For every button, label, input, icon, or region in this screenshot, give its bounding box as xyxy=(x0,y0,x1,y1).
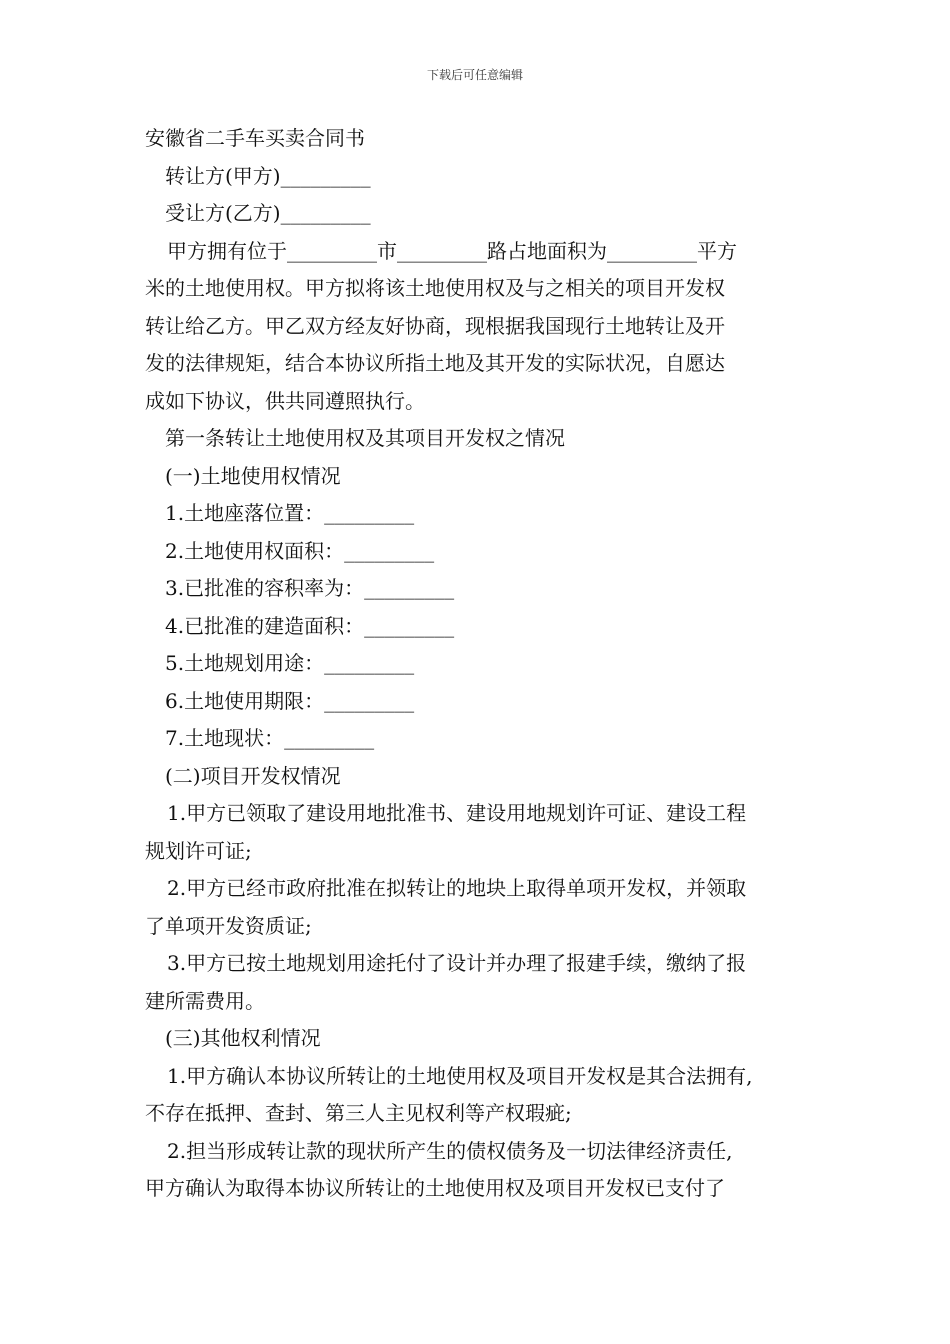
paragraph-line: 不存在抵押、查封、第三人主见权利等产权瑕疵; xyxy=(145,1101,572,1125)
section-2-item-1 xyxy=(145,795,810,870)
list-item: 1.土地座落位置：_________ xyxy=(165,501,415,525)
page-header: 下载后可任意编辑 xyxy=(426,68,523,82)
paragraph-line: 建所需费用。 xyxy=(145,988,265,1013)
document-body xyxy=(145,120,810,1208)
paragraph-line: 甲方确认为取得本协议所转让的土地使用权及项目开发权已支付了 xyxy=(145,1176,725,1200)
list-item: 5.土地规划用途：_________ xyxy=(165,651,415,675)
section-3-title: (三)其他权利情况 xyxy=(165,1026,321,1050)
section-2-item-2 xyxy=(145,870,810,945)
intro-line: 甲方拥有位于_________市_________路占地面积为_________平方 xyxy=(167,238,737,263)
paragraph-line: 1.甲方确认本协议所转让的土地使用权及项目开发权是其合法拥有, xyxy=(167,1063,753,1088)
section-3-item-2 xyxy=(145,1133,810,1208)
section-3-item-1 xyxy=(145,1058,810,1133)
party-b-line: 受让方(乙方)_________ xyxy=(165,201,371,225)
intro-paragraph xyxy=(145,233,810,421)
list-item: 2.土地使用权面积：_________ xyxy=(165,538,435,563)
intro-line: 米的土地使用权。甲方拟将该土地使用权及与之相关的项目开发权 xyxy=(145,276,725,300)
intro-line: 成如下协议，供共同遵照执行。 xyxy=(145,388,425,413)
section-1-list xyxy=(145,495,810,758)
list-item: 3.已批准的容积率为：_________ xyxy=(165,576,455,600)
paragraph-line: 2.甲方已经市政府批准在拟转让的地块上取得单项开发权，并领取 xyxy=(167,876,747,900)
list-item: 7.土地现状：_________ xyxy=(165,726,375,750)
intro-line: 发的法律规矩，结合本协议所指土地及其开发的实际状况，自愿达 xyxy=(145,351,725,375)
section-2-item-3 xyxy=(145,945,810,1020)
section-2-title: (二)项目开发权情况 xyxy=(165,763,341,788)
document-title: 安徽省二手车买卖合同书 xyxy=(145,126,365,150)
paragraph-line: 1.甲方已领取了建设用地批准书、建设用地规划许可证、建设工程 xyxy=(167,801,747,825)
article-1-title: 第一条转让土地使用权及其项目开发权之情况 xyxy=(165,426,565,450)
intro-line: 转让给乙方。甲乙双方经友好协商，现根据我国现行土地转让及开 xyxy=(145,313,725,338)
paragraph-line: 规划许可证; xyxy=(145,838,252,863)
list-item: 6.土地使用期限：_________ xyxy=(165,688,415,713)
list-item: 4.已批准的建造面积：_________ xyxy=(165,613,455,638)
party-a-line: 转让方(甲方)_________ xyxy=(165,163,371,188)
paragraph-line: 3.甲方已按土地规划用途托付了设计并办理了报建手续，缴纳了报 xyxy=(167,951,747,975)
paragraph-line: 2.担当形成转让款的现状所产生的债权债务及一切法律经济责任, xyxy=(167,1138,733,1163)
section-1-title: (一)土地使用权情况 xyxy=(165,463,341,488)
paragraph-line: 了单项开发资质证; xyxy=(145,913,312,938)
